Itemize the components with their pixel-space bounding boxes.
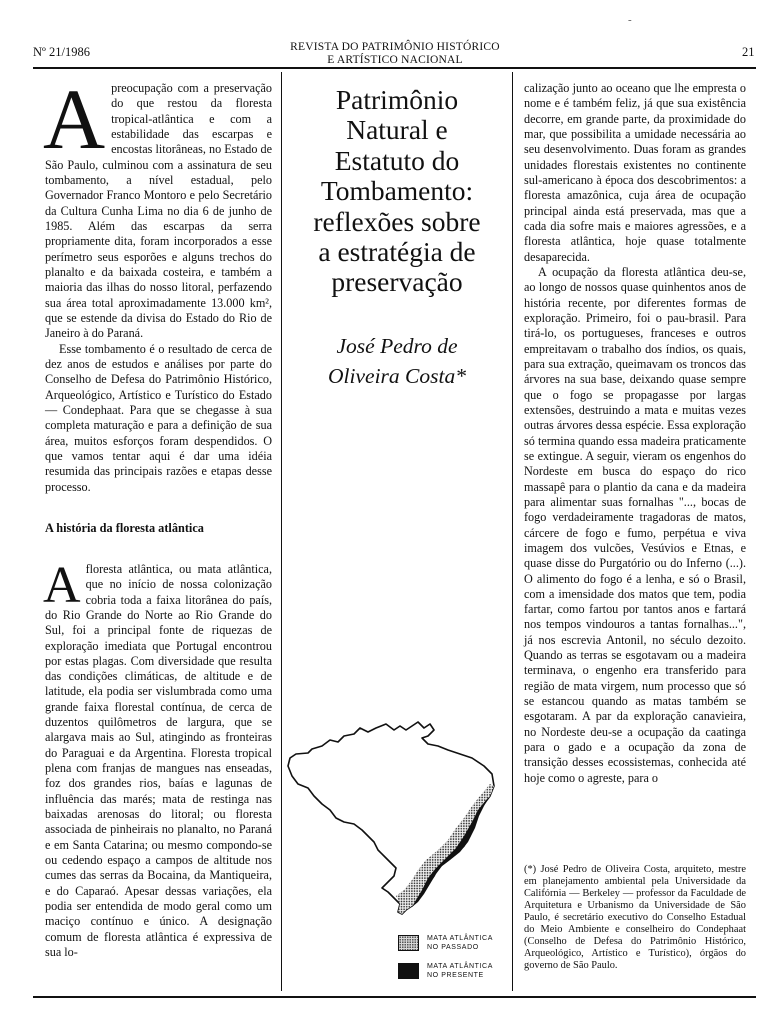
author-line-1: José Pedro de — [336, 334, 458, 358]
journal-name — [250, 41, 540, 66]
page-number: 21 — [742, 45, 755, 59]
column-left — [43, 71, 272, 960]
column-right — [524, 81, 746, 786]
article-title — [288, 85, 506, 298]
intro-paragraph-1 — [43, 71, 272, 342]
legend-swatch-past — [398, 935, 419, 951]
intro-paragraph-2: Esse tombamento é o resultado de cerca de dez anos de estudos e análises por parte do Conselho de Defesa do Patrimônio Histórico, Arqueológico, Artístico e Turístico do Estado — Condephaat. Para que se chegasse à sua completa maturação e para a definição de sua área, muitos esforços foram despendidos. O que vamos tentar aqui é dar uma idéia resumida das principais razões e etapas desse processo. — [45, 341, 272, 494]
intro-drop-cap: A — [43, 71, 106, 167]
section-drop-cap: A — [43, 556, 81, 614]
title-line: preservação — [331, 266, 463, 298]
legend-label-past — [427, 935, 507, 952]
author-line-2: Oliveira Costa* — [328, 363, 466, 388]
header-rule — [33, 67, 756, 69]
intro-paragraph-1-text: preocupação com a preservação do que restou da floresta tropical-atlântica e com a estabilidade das escarpas e encostas litorâneas, no Estado de São Paulo, culminou com a assinatura de seu tombamento, a nível estadual, pelo Governador Franco Montoro e pelo Secretário da Cultura Cunha Lima no dia 6 de junho de 1985. Além das escarpas da serra propriamente dita, foram incorporados a esse perímetro seus esporões e alguns trechos do planalto e da baixada costeira, e também a maioria das ilhas do nosso litoral, perfazendo sua área total aproximadamente 13.000 km², que se estende da divisa do Estado do Rio de Janeiro à do Paraná. — [45, 81, 272, 341]
author-footnote — [524, 864, 746, 972]
corner-mark: - — [628, 14, 632, 26]
title-line: Estatuto do — [334, 144, 460, 176]
column-divider-right — [512, 72, 513, 991]
legend-past-line-2: NO PASSADO — [427, 943, 479, 951]
col3-paragraph-1: calização junto ao oceano que lhe empresta o nome e é também feliz, já que sua existência decorre, em grande parte, da proximidade do mar, que possibilita a umidade necessária ao seu desenvolvimento. Duas foram as grandes unidades florestais existentes no continente sul-americano à época dos descobrimentos: a floresta amazônica, cuja área de ocupação principal ainda está preservada, mas que a cada dia sofre mais e maiores agressões, e a floresta atlântica, hoje quase totalmente desaparecida. — [524, 81, 746, 264]
journal-name-line-2: E ARTÍSTICO NACIONAL — [327, 53, 463, 66]
brazil-outline — [288, 722, 494, 914]
col3-paragraph-2: A ocupação da floresta atlântica deu-se, ao longo de nossos quase quinhentos anos de história recente, por diferentes formas de exploração. Primeiro, foi o pau-brasil. Para tirá-lo, os portugueses, franceses e outros empreitavam o trabalho dos índios, os quais, para sua extração, queimavam os troncos das árvores na sua base, deixando quase sempre que o fogo se propagasse por largas extensões, destruindo a mata e muitas vezes outras árvores dessa espécie. Essa exploração só termina quando essa madeira praticamente se extingue. A seguir, vieram os engenhos do Nordeste em busca do espaço do rico massapê para o plantio da cana e da madeira para alimentar suas fornalhas "..., bocas de fogo verdadeiramente tragadoras de matos, cárcere de fogo e fumo, perpétua e viva imagem dos vulcões, Vesúvios e Etnas, e quase disse do Purgatório ou do Inferno (...). O alimento do fogo é a lenha, e só o Brasil, com a imensidade dos matos que tem, podia fartar, como fartou por tantos anos e fartará nos tempos vindouros a tantas fornalhas...", já nos escrevia Antonil, no século dezoito. Quando as terras se esgotavam ou a madeira terminava, o engenho era transferido para região de mata virgem, num processo que só se estancou quando as matas também se esgotaram. A par da exploração canavieira, no Nordeste deu-se a ocupação da caatinga para o gado e a ocupação da zona de transição desses ecossistemas, conhecida até hoje como o agreste, para o — [524, 264, 746, 785]
title-line: a estratégia de — [318, 236, 476, 268]
legend-past-line-1: MATA ATLÂNTICA — [427, 935, 493, 942]
footnote-text: (*) José Pedro de Oliveira Costa, arquiteto, mestre em planejamento ambiental pela Universidade da Califórnia — Berkeley — professor da Faculdade de Arquitetura e Urbanismo da Universidade de São Paulo, é secretário executivo do Conselho Estadual do Meio Ambiente e conselheiro do Condephaat (Conselho de Defesa do Patrimônio Histórico, Arqueológico, Artístico e Turístico), órgãos do governo de São Paulo. — [524, 864, 746, 972]
brazil-map — [278, 700, 510, 922]
legend-label-present — [427, 963, 507, 980]
title-line: Patrimônio — [335, 84, 459, 115]
section-paragraph-1 — [43, 556, 272, 961]
legend-present-line-2: NO PRESENTE — [427, 971, 484, 979]
legend-swatch-present — [398, 963, 419, 979]
section-paragraph-1-text: floresta atlântica, ou mata atlântica, que no início de nossa colonização cobria toda a faixa litorânea do país, do Rio Grande do Norte ao Rio Grande do Sul, foi a principal fonte de riquezas de exploração imediata que Portugal encontrou por estas plagas. Com diversidade que resulta das condições climáticas, de altitude e de latitude, ela podia ser vislumbrada como uma grande faixa florestal contínua, de cerca de duzentos quilômetros de largura, que se alargava mais ao Sul, atingindo as fronteiras do Paraguai e da Argentina. Floresta tropical plena com franjas de mangues nas enseadas, foz dos grandes rios, baías e lagunas de influência das marés; mata de restinga nas baixadas arenosas do litoral; ou floresta associada de pinheirais no planalto, no Paraná e em Santa Catarina; ou mesmo compondo-se ou cedendo espaço a campos de altitude nos cumes das serras da Bocaina, da Mantiqueira, e do Caparaó. Apesar dessas variações, ela podia ser entendida de modo geral como um maciço contínuo e único. A designação comum de floresta atlântica é expressiva de sua lo- — [45, 561, 272, 960]
legend-present-line-1: MATA ATLÂNTICA — [427, 963, 493, 970]
footer-rule — [33, 996, 756, 998]
article-author — [288, 332, 506, 391]
title-line: Tombamento: — [320, 175, 474, 207]
issue-number: Nº 21/1986 — [33, 45, 91, 59]
title-line: reflexões sobre — [313, 205, 481, 237]
journal-name-line-1: REVISTA DO PATRIMÔNIO HISTÓRICO — [290, 41, 500, 53]
section-heading: A história da floresta atlântica — [45, 520, 204, 535]
title-line: Natural e — [346, 114, 448, 146]
